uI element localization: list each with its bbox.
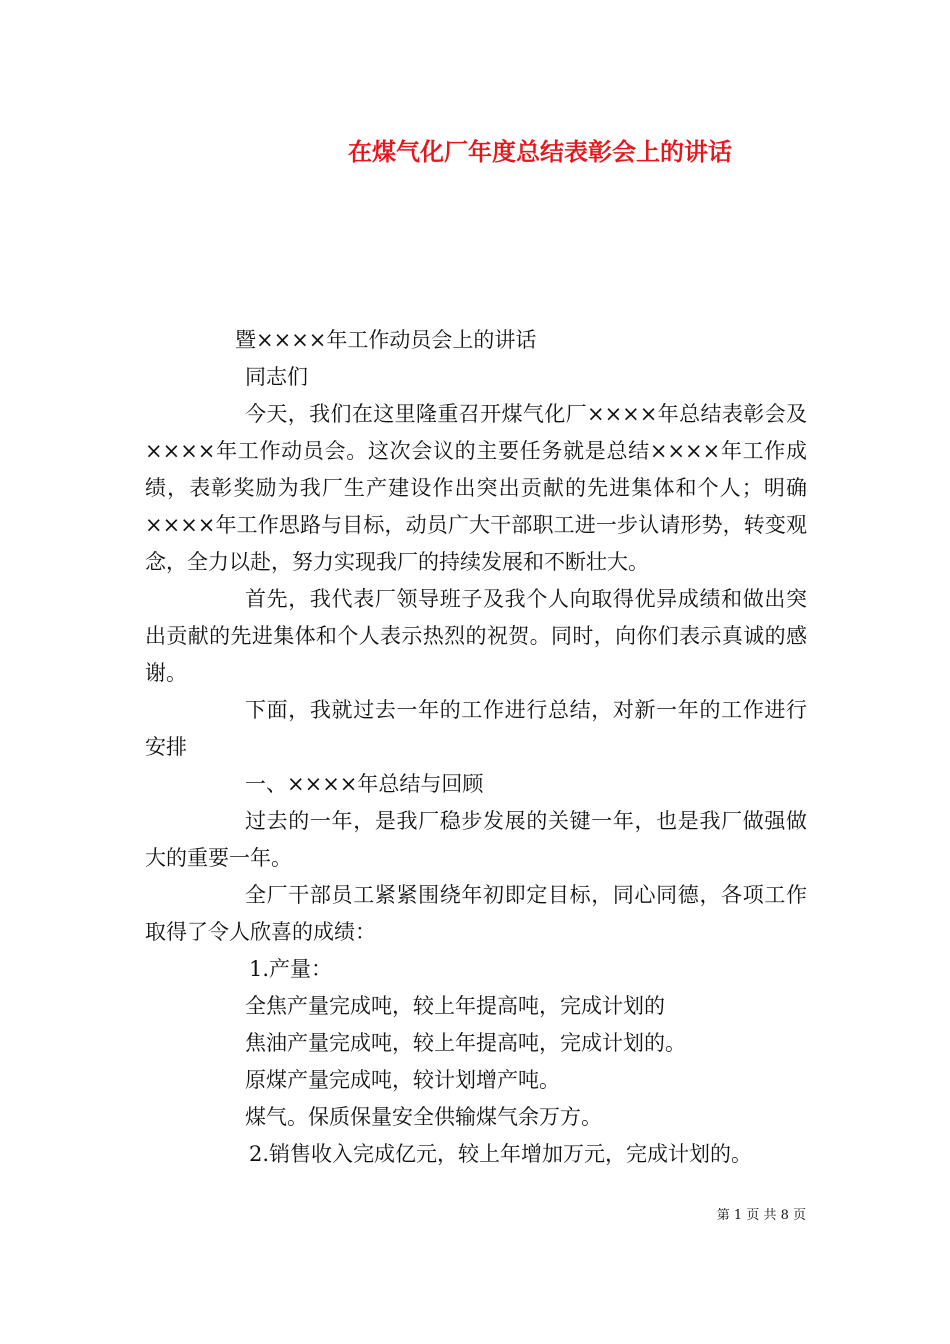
paragraph-achievements: 全厂干部员工紧紧围绕年初即定目标，同心同德，各项工作取得了令人欣喜的成绩： <box>145 883 807 944</box>
list-line: 全焦产量完成吨，较上年提高吨，完成计划的 <box>245 994 665 1018</box>
paragraph-opening: 今天，我们在这里隆重召开煤气化厂××××年总结表彰会及××××年工作动员会。这次会议的主要任务就是总结××××年工作成绩，表彰奖励为我厂生产建设作出突出贡献的先进集体和个人；明确××××年工作思路与目标，动员广大干部职工进一步认请形势，转变观念，全力以赴，努力实现我厂的持续发展和不断壮大。 <box>145 402 807 574</box>
greeting: 同志们 <box>245 365 308 389</box>
document-body <box>145 322 807 1173</box>
list-line: 焦油产量完成吨，较上年提高吨，完成计划的。 <box>245 1031 686 1055</box>
list-line: 煤气。保质保量安全供输煤气余万方。 <box>245 1105 602 1129</box>
list-item-output: 1.产量： <box>249 957 333 981</box>
subtitle: 暨××××年工作动员会上的讲话 <box>235 328 537 352</box>
list-item-sales: 2.销售收入完成亿元，较上年增加万元，完成计划的。 <box>249 1142 753 1166</box>
document-title: 在煤气化厂年度总结表彰会上的讲话 <box>348 138 732 166</box>
paragraph-agenda: 下面，我就过去一年的工作进行总结，对新一年的工作进行安排 <box>145 698 807 759</box>
paragraph-congratulations: 首先，我代表厂领导班子及我个人向取得优异成绩和做出突出贡献的先进集体和个人表示热烈的祝贺。同时，向你们表示真诚的感谢。 <box>145 587 807 685</box>
list-line: 原煤产量完成吨，较计划增产吨。 <box>245 1068 560 1092</box>
paragraph-review: 过去的一年，是我厂稳步发展的关键一年，也是我厂做强做大的重要一年。 <box>145 809 807 870</box>
section-heading: 一、××××年总结与回顾 <box>245 772 484 796</box>
page-number: 第 1 页 共 8 页 <box>716 1208 806 1223</box>
